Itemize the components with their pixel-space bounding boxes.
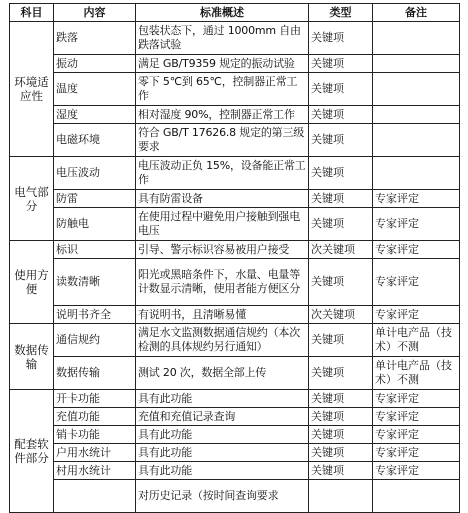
table-row [10,241,460,259]
row-item: 销卡功能 [54,426,136,444]
row-standard: 零下 5℃到 65℃，控制器正常工作 [136,73,309,106]
category-software: 配套软件部分 [10,390,54,513]
row-note [373,480,460,513]
row-type: 关键项 [309,22,373,55]
row-note: 专家评定 [373,408,460,426]
row-type: 关键项 [309,106,373,124]
table-row [10,124,460,157]
row-type: 关键项 [309,357,373,390]
row-note [373,157,460,190]
row-note [373,73,460,106]
row-item: 通信规约 [54,324,136,357]
table-row [10,462,460,480]
row-note: 专家评定 [373,390,460,408]
table-row [10,306,460,324]
row-standard: 充值和充值记录查询 [136,408,309,426]
row-type: 关键项 [309,190,373,208]
row-item [54,480,136,513]
table-header-row [10,4,460,22]
row-type: 关键项 [309,259,373,306]
row-type: 次关键项 [309,306,373,324]
row-note: 专家评定 [373,259,460,306]
row-standard: 相对湿度 90%，控制器正常工作 [136,106,309,124]
table-row [10,22,460,55]
row-item: 防雷 [54,190,136,208]
row-standard: 满足 GB/T9359 规定的振动试验 [136,55,309,73]
row-standard: 引导、警示标识容易被用户接受 [136,241,309,259]
row-standard: 在使用过程中避免用户接触到强电电压 [136,208,309,241]
table-row [10,106,460,124]
row-item: 跌落 [54,22,136,55]
row-note [373,124,460,157]
row-item: 村用水统计 [54,462,136,480]
row-note: 专家评定 [373,462,460,480]
row-item: 说明书齐全 [54,306,136,324]
header-subject: 科目 [10,4,54,22]
row-note: 专家评定 [373,208,460,241]
row-standard: 有说明书，且清晰易懂 [136,306,309,324]
row-item: 温度 [54,73,136,106]
row-standard: 符合 GB/T 17626.8 规定的第三级要求 [136,124,309,157]
spec-table [9,3,460,513]
row-standard: 对历史记录（按时间查询要求 [136,480,309,513]
row-item: 湿度 [54,106,136,124]
row-type: 关键项 [309,157,373,190]
row-standard: 具有此功能 [136,390,309,408]
row-standard: 包装状态下，通过 1000mm 自由跌落试验 [136,22,309,55]
row-standard: 具有此功能 [136,462,309,480]
row-standard: 阳光或黑暗条件下，水量、电量等计数显示清晰，使用者能方便区分 [136,259,309,306]
row-item: 电磁环境 [54,124,136,157]
row-standard: 满足水文监测数据通信规约（本次检测的具体规约另行通知） [136,324,309,357]
row-note: 专家评定 [373,241,460,259]
row-type: 关键项 [309,444,373,462]
category-environment: 环境适应性 [10,22,54,157]
row-type: 关键项 [309,408,373,426]
row-type: 关键项 [309,208,373,241]
category-electrical: 电气部分 [10,157,54,241]
row-type: 次关键项 [309,241,373,259]
row-note: 专家评定 [373,426,460,444]
row-standard: 具有防雷设备 [136,190,309,208]
row-type: 关键项 [309,124,373,157]
row-item: 开卡功能 [54,390,136,408]
table-row [10,55,460,73]
table-row [10,324,460,357]
row-note: 单计电产品（技术）不测 [373,357,460,390]
header-note: 备注 [373,4,460,22]
table-row [10,444,460,462]
header-type: 类型 [309,4,373,22]
row-type: 关键项 [309,462,373,480]
row-standard: 测试 20 次，数据全部上传 [136,357,309,390]
row-item: 户用水统计 [54,444,136,462]
row-item: 防触电 [54,208,136,241]
row-standard: 电压波动正负 15%，设备能正常工作 [136,157,309,190]
category-usability: 使用方便 [10,241,54,324]
table-row [10,208,460,241]
row-note: 专家评定 [373,190,460,208]
row-item: 标识 [54,241,136,259]
row-item: 数据传输 [54,357,136,390]
table-row [10,357,460,390]
row-item: 充值功能 [54,408,136,426]
row-type [309,480,373,513]
row-note: 专家评定 [373,444,460,462]
header-standard: 标准概述 [136,4,309,22]
row-note [373,106,460,124]
table-row [10,73,460,106]
row-standard: 具有此功能 [136,444,309,462]
header-content: 内容 [54,4,136,22]
row-item: 电压波动 [54,157,136,190]
row-type: 关键项 [309,390,373,408]
table-row [10,480,460,513]
category-data-transmission: 数据传输 [10,324,54,390]
row-item: 读数清晰 [54,259,136,306]
table-row [10,157,460,190]
table-row [10,259,460,306]
row-note [373,22,460,55]
table-row [10,408,460,426]
row-note [373,55,460,73]
table-row [10,426,460,444]
row-type: 关键项 [309,73,373,106]
row-type: 关键项 [309,324,373,357]
table-row [10,190,460,208]
row-item: 振动 [54,55,136,73]
row-type: 关键项 [309,55,373,73]
row-note: 专家评定 [373,306,460,324]
row-standard: 具有此功能 [136,426,309,444]
row-note: 单计电产品（技术）不测 [373,324,460,357]
row-type: 关键项 [309,426,373,444]
table-row [10,390,460,408]
